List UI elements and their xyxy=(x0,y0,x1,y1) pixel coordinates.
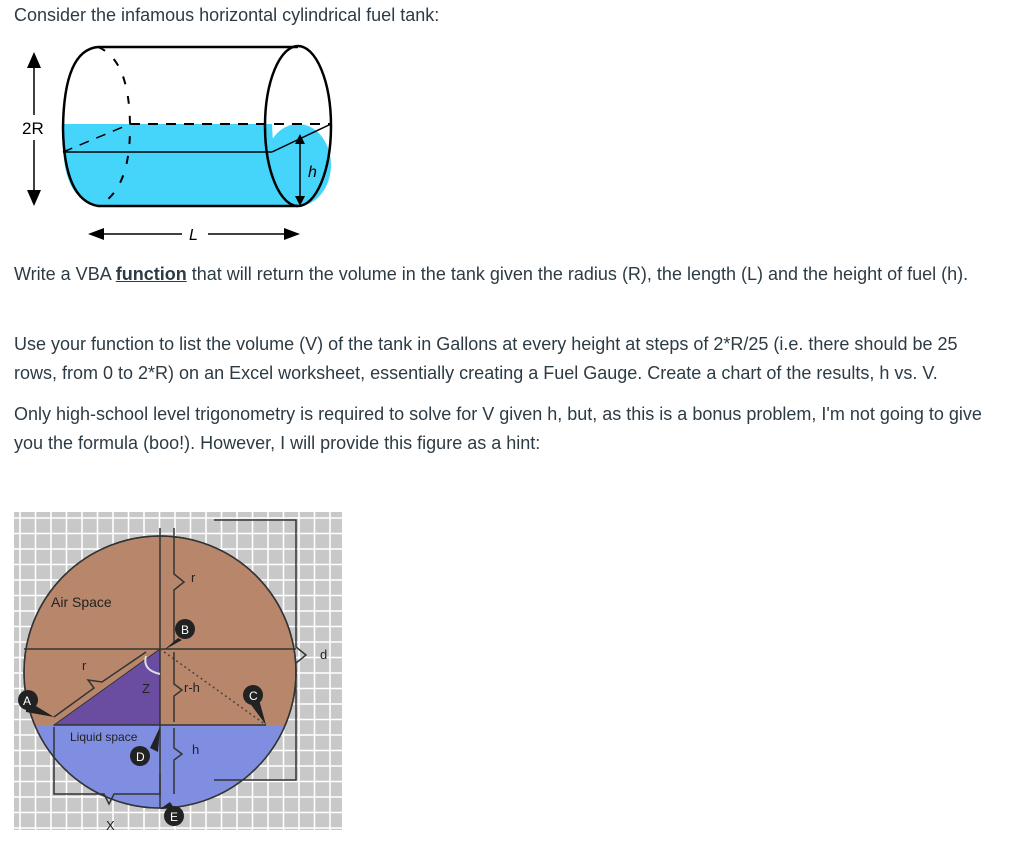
point-c-label: C xyxy=(249,689,258,703)
label-liquid-space: Liquid space xyxy=(70,730,138,744)
point-d-label: D xyxy=(136,750,145,764)
point-a-label: A xyxy=(23,694,32,708)
label-r-top: r xyxy=(191,570,196,585)
label-r-minus-h: r-h xyxy=(184,680,200,695)
fuel-end-cap xyxy=(265,124,331,206)
label-h: h xyxy=(192,742,200,757)
two-r-arrow-head-top xyxy=(27,52,41,68)
label-x: X xyxy=(106,818,115,832)
h-label: h xyxy=(308,164,317,181)
paragraph-gauge: Use your function to list the volume (V) of the tank in Gallons at every height at steps of 2*R/25 (i.e. there should be 25 rows, from 0 to 2*R) on an Excel worksheet, essentially creating a Fuel Gauge. Create a chart of the results, h vs. V. xyxy=(14,334,958,383)
paragraph1-after: that will return the volume in the tank given the radius (R), the length (L) and the height of fuel (h). xyxy=(186,264,969,284)
paragraph-function xyxy=(14,260,1004,289)
point-b-label: B xyxy=(181,623,190,637)
tank-figure xyxy=(0,40,340,250)
label-z: Z xyxy=(142,681,150,696)
l-label: L xyxy=(189,227,198,244)
fuel-body xyxy=(63,124,298,206)
intro-text: Consider the infamous horizontal cylindrical fuel tank: xyxy=(14,5,440,25)
hint-figure xyxy=(14,512,344,832)
l-arrow-head-left xyxy=(88,228,104,240)
label-d: d xyxy=(320,647,328,662)
paragraph1-before: Write a VBA xyxy=(14,264,116,284)
function-link[interactable]: function xyxy=(115,264,187,284)
l-arrow-head-right xyxy=(284,228,300,240)
paragraph-hint: Only high-school level trigonometry is required to solve for V given h, but, as this is a bonus problem, I'm not going to give you the formula (boo!). However, I will provide this figure as a hint: xyxy=(14,404,982,453)
point-e-label: E xyxy=(170,810,179,824)
label-r-diag: r xyxy=(82,658,87,673)
two-r-arrow-head-bottom xyxy=(27,190,41,206)
label-air-space: Air Space xyxy=(51,594,112,610)
two-r-label: 2R xyxy=(22,119,44,138)
